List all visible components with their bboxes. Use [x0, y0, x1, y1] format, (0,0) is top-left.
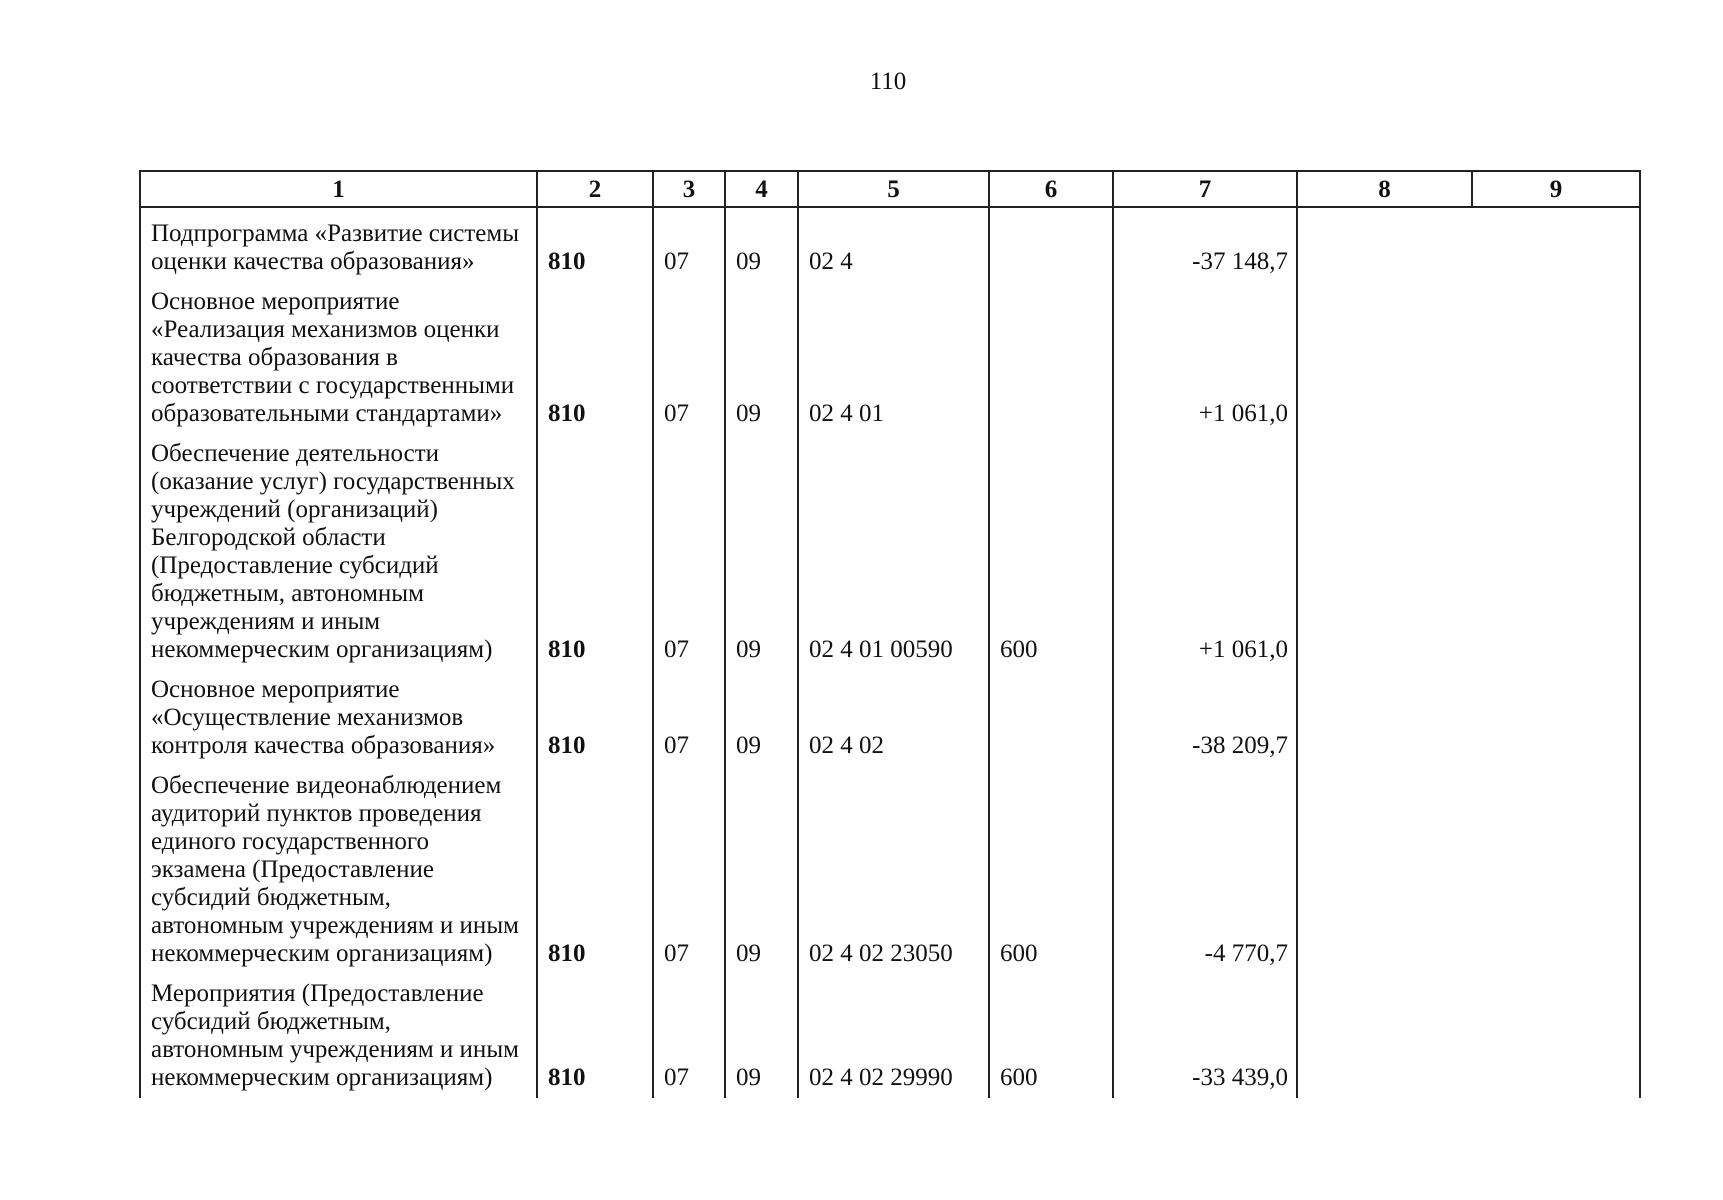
cell-sum: +1 061,0: [1113, 282, 1297, 434]
header-col-8: 8: [1297, 171, 1472, 207]
cell-col-9: [1472, 670, 1640, 766]
cell-name: Обеспечение видеонаблюдением аудиторий пунктов проведения единого государственного экзамена (Предоставление субсидий бюджетным, автономным учреждениям и иным некоммерческим организациям): [140, 766, 537, 974]
cell-vr: 600: [989, 766, 1113, 974]
table-row: [140, 434, 1640, 670]
cell-sum: -37 148,7: [1113, 207, 1297, 282]
table-row: [140, 766, 1640, 974]
cell-sum: -4 770,7: [1113, 766, 1297, 974]
cell-csr: 02 4 02 29990: [798, 974, 989, 1098]
cell-rz: 07: [653, 974, 725, 1098]
page-number: 110: [869, 68, 907, 95]
cell-ved: 810: [537, 207, 653, 282]
cell-col-9: [1472, 282, 1640, 434]
cell-csr: 02 4 01: [798, 282, 989, 434]
cell-csr: 02 4: [798, 207, 989, 282]
header-col-9: 9: [1472, 171, 1640, 207]
cell-ved: 810: [537, 766, 653, 974]
cell-csr: 02 4 02: [798, 670, 989, 766]
header-col-3: 3: [653, 171, 725, 207]
table-header: [140, 171, 1640, 207]
table-row: [140, 282, 1640, 434]
cell-col-8: [1297, 766, 1472, 974]
header-col-6: 6: [989, 171, 1113, 207]
cell-sum: +1 061,0: [1113, 434, 1297, 670]
cell-ved: 810: [537, 434, 653, 670]
cell-ved: 810: [537, 670, 653, 766]
cell-col-8: [1297, 974, 1472, 1098]
cell-pr: 09: [725, 670, 798, 766]
header-col-4: 4: [725, 171, 798, 207]
cell-name: Основное мероприятие «Реализация механизмов оценки качества образования в соответствии с государственными образовательными стандартами»: [140, 282, 537, 434]
cell-rz: 07: [653, 766, 725, 974]
cell-col-8: [1297, 207, 1472, 282]
header-col-7: 7: [1113, 171, 1297, 207]
cell-csr: 02 4 02 23050: [798, 766, 989, 974]
cell-pr: 09: [725, 766, 798, 974]
cell-col-9: [1472, 434, 1640, 670]
cell-sum: -38 209,7: [1113, 670, 1297, 766]
table-row: [140, 670, 1640, 766]
cell-ved: 810: [537, 974, 653, 1098]
cell-rz: 07: [653, 670, 725, 766]
cell-ved: 810: [537, 282, 653, 434]
cell-col-8: [1297, 282, 1472, 434]
cell-name: Обеспечение деятельности (оказание услуг) государственных учреждений (организаций) Белгородской области (Предоставление субсидий бюджетным, автономным учреждениям и иным некоммерческим организациям): [140, 434, 537, 670]
cell-col-9: [1472, 207, 1640, 282]
cell-name: Основное мероприятие «Осуществление механизмов контроля качества образования»: [140, 670, 537, 766]
cell-vr: [989, 282, 1113, 434]
cell-pr: 09: [725, 974, 798, 1098]
cell-vr: 600: [989, 974, 1113, 1098]
header-col-2: 2: [537, 171, 653, 207]
cell-col-8: [1297, 434, 1472, 670]
cell-name: Подпрограмма «Развитие системы оценки качества образования»: [140, 207, 537, 282]
cell-vr: 600: [989, 434, 1113, 670]
cell-csr: 02 4 01 00590: [798, 434, 989, 670]
budget-table: [139, 170, 1641, 1098]
cell-vr: [989, 670, 1113, 766]
cell-rz: 07: [653, 282, 725, 434]
cell-name: Мероприятия (Предоставление субсидий бюджетным, автономным учреждениям и иным некоммерческим организациям): [140, 974, 537, 1098]
table-row: [140, 974, 1640, 1098]
cell-vr: [989, 207, 1113, 282]
table-row: [140, 207, 1640, 282]
cell-pr: 09: [725, 434, 798, 670]
header-row: [140, 171, 1640, 207]
cell-rz: 07: [653, 207, 725, 282]
header-col-1: 1: [140, 171, 537, 207]
cell-col-8: [1297, 670, 1472, 766]
cell-sum: -33 439,0: [1113, 974, 1297, 1098]
cell-pr: 09: [725, 282, 798, 434]
cell-pr: 09: [725, 207, 798, 282]
cell-col-9: [1472, 974, 1640, 1098]
cell-col-9: [1472, 766, 1640, 974]
cell-rz: 07: [653, 434, 725, 670]
table-body: [140, 207, 1640, 1098]
header-col-5: 5: [798, 171, 989, 207]
